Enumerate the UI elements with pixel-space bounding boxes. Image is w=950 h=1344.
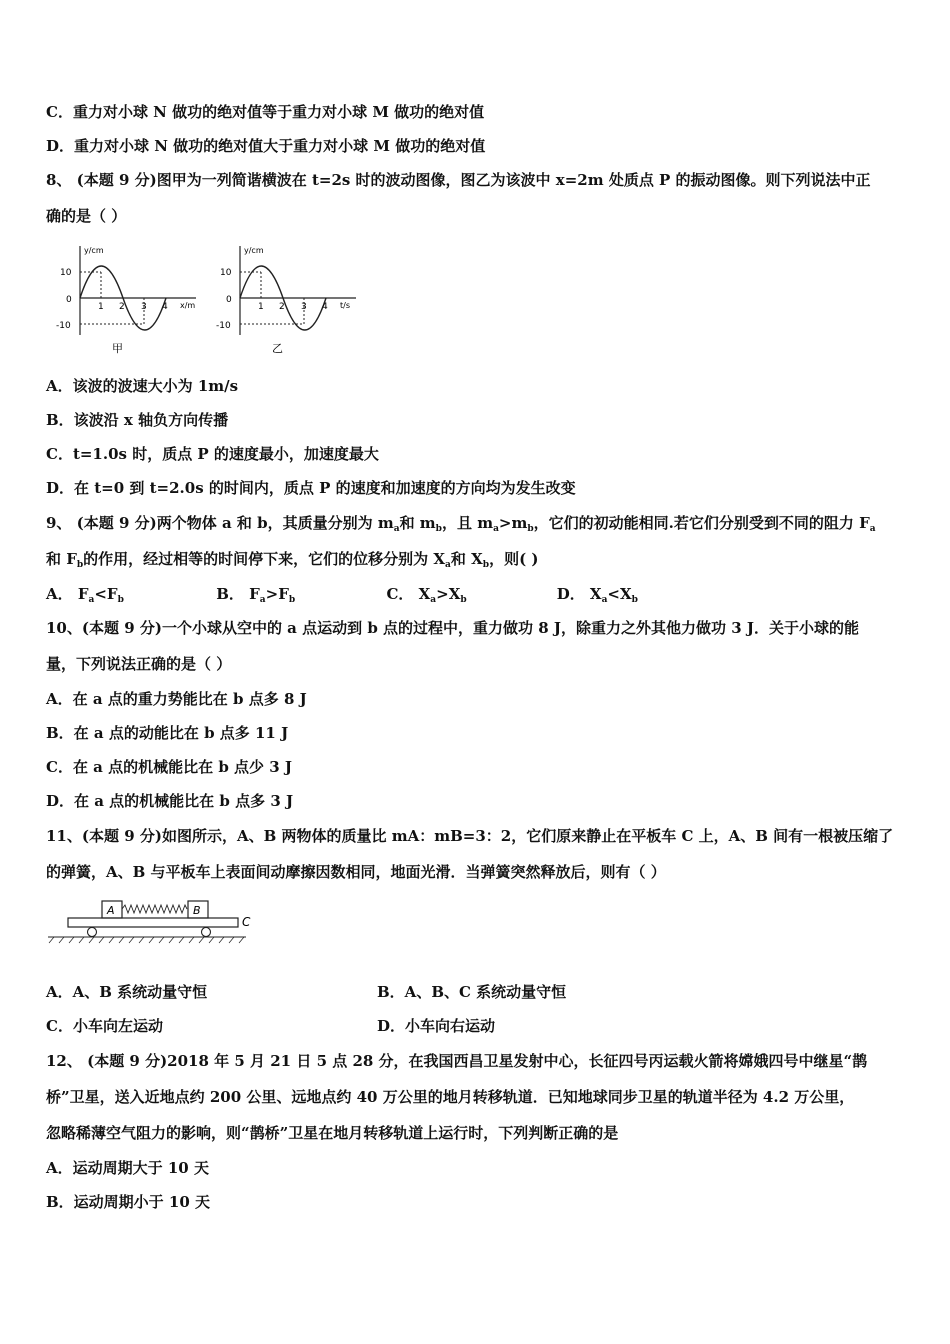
q8-yi-ytick-neg10: -10 — [216, 321, 231, 331]
q8-option-d: D．在 t=0 到 t=2.0s 的时间内，质点 P 的速度和加速度的方向均为发生改变 — [46, 479, 576, 497]
q8-jia-xtick-1: 1 — [98, 302, 104, 312]
q8-option-c: C．t=1.0s 时，质点 P 的速度最小，加速度最大 — [46, 445, 379, 463]
q11-label-b: B — [193, 904, 201, 917]
q8-yi-ylabel: y/cm — [244, 246, 264, 255]
q8-yi-xlabel: t/s — [340, 301, 350, 310]
q8-figure-yi — [216, 240, 366, 355]
q8-jia-ylabel: y/cm — [84, 246, 104, 255]
q11-label-a: A — [107, 904, 115, 917]
q9-stem-line1: 9、 (本题 9 分)两个物体 a 和 b，其质量分别为 $m_a$和 $m_b$，且 $m_a>m_b$，它们的初动能相同.若它们分别受到不同的阻力 $F_a$ — [46, 514, 876, 534]
q11-option-b: B．A、B、C 系统动量守恒 — [377, 983, 567, 1001]
q11-options-row2 — [46, 1016, 908, 1036]
q8-stem-line2: 确的是（ ） — [46, 207, 127, 225]
q8-jia-xtick-4: 4 — [162, 302, 168, 312]
q8-jia-xtick-3: 3 — [141, 302, 147, 312]
q8-yi-xtick-2: 2 — [279, 302, 285, 312]
q8-yi-ytick-0: 0 — [226, 295, 232, 305]
q12-option-b: B．运动周期小于 10 天 — [46, 1193, 210, 1211]
q8-stem-line1: 8、 (本题 9 分)图甲为一列简谐横波在 t=2s 时的波动图像，图乙为该波中 x=2m 处质点 P 的振动图像。则下列说法中正 — [46, 171, 871, 189]
q11-option-a: A．A、B 系统动量守恒 — [46, 983, 208, 1001]
q8-option-a: A．该波的波速大小为 1m/s — [46, 377, 239, 395]
q10-option-a: A．在 a 点的重力势能比在 b 点多 8 J — [46, 690, 307, 708]
q9-options — [46, 584, 908, 610]
q8-yi-xtick-4: 4 — [322, 302, 328, 312]
q9-option-b: B． $F_a>F_b$ — [216, 585, 296, 605]
q12-stem-line3: 忽略稀薄空气阻力的影响，则“鹊桥”卫星在地月转移轨道上运行时，下列判断正确的是 — [46, 1124, 619, 1142]
q11-option-c: C．小车向左运动 — [46, 1017, 163, 1035]
q8-jia-ytick-neg10: -10 — [56, 321, 71, 331]
q10-option-c: C．在 a 点的机械能比在 b 点少 3 J — [46, 758, 293, 776]
q9-option-c: C． $X_a>X_b$ — [386, 585, 467, 605]
q10-stem-line2: 量，下列说法正确的是（ ） — [46, 655, 232, 673]
q11-option-d: D．小车向右运动 — [377, 1017, 496, 1035]
q8-yi-caption: 乙 — [272, 342, 283, 355]
q12-stem-line2: 桥”卫星，送入近地点约 200 公里、远地点约 40 万公里的地月转移轨道．已知地球同步卫星的轨道半径为 4.2 万公里， — [46, 1088, 855, 1106]
q7-option-d: D．重力对小球 N 做功的绝对值大于重力对小球 M 做功的绝对值 — [46, 137, 486, 155]
q10-stem-line1: 10、(本题 9 分)一个小球从空中的 a 点运动到 b 点的过程中，重力做功 8 J，除重力之外其他力做功 3 J．关于小球的能 — [46, 619, 860, 637]
q9-stem-line2: 和 $F_b$的作用，经过相等的时间停下来，它们的位移分别为 $X_a$和 $X_b$，则( ) — [46, 550, 539, 570]
q8-yi-ytick-10: 10 — [220, 268, 232, 278]
q8-jia-xlabel: x/m — [180, 301, 196, 310]
q11-options-row1 — [46, 982, 908, 1002]
q11-label-c: C — [242, 915, 251, 929]
q10-option-b: B．在 a 点的动能比在 b 点多 11 J — [46, 724, 289, 742]
q11-stem-line1: 11、(本题 9 分)如图所示，A、B 两物体的质量比 mA：mB=3：2，它们原来静止在平板车 C 上，A、B 间有一根被压缩了 — [46, 827, 894, 845]
q8-jia-ytick-0: 0 — [66, 295, 72, 305]
q11-stem-line2: 的弹簧，A、B 与平板车上表面间动摩擦因数相同，地面光滑．当弹簧突然释放后，则有（ ） — [46, 863, 666, 881]
q9-option-a: A． $F_a<F_b$ — [46, 585, 124, 605]
q8-figure-jia — [56, 240, 206, 355]
q9-option-d: D． $X_a<X_b$ — [556, 585, 638, 605]
q8-option-b: B．该波沿 x 轴负方向传播 — [46, 411, 229, 429]
q12-stem-line1: 12、 (本题 9 分)2018 年 5 月 21 日 5 点 28 分，在我国西昌卫星发射中心，长征四号丙运载火箭将嫦娥四号中继星“鹊 — [46, 1052, 868, 1070]
q10-option-d: D．在 a 点的机械能比在 b 点多 3 J — [46, 792, 294, 810]
q8-yi-xtick-1: 1 — [258, 302, 264, 312]
q8-jia-caption: 甲 — [112, 342, 123, 355]
q8-yi-xtick-3: 3 — [301, 302, 307, 312]
q7-option-c: C．重力对小球 N 做功的绝对值等于重力对小球 M 做功的绝对值 — [46, 103, 485, 121]
q8-jia-xtick-2: 2 — [119, 302, 125, 312]
q8-jia-ytick-10: 10 — [60, 268, 72, 278]
q11-figure — [46, 896, 266, 952]
q12-option-a: A．运动周期大于 10 天 — [46, 1159, 209, 1177]
